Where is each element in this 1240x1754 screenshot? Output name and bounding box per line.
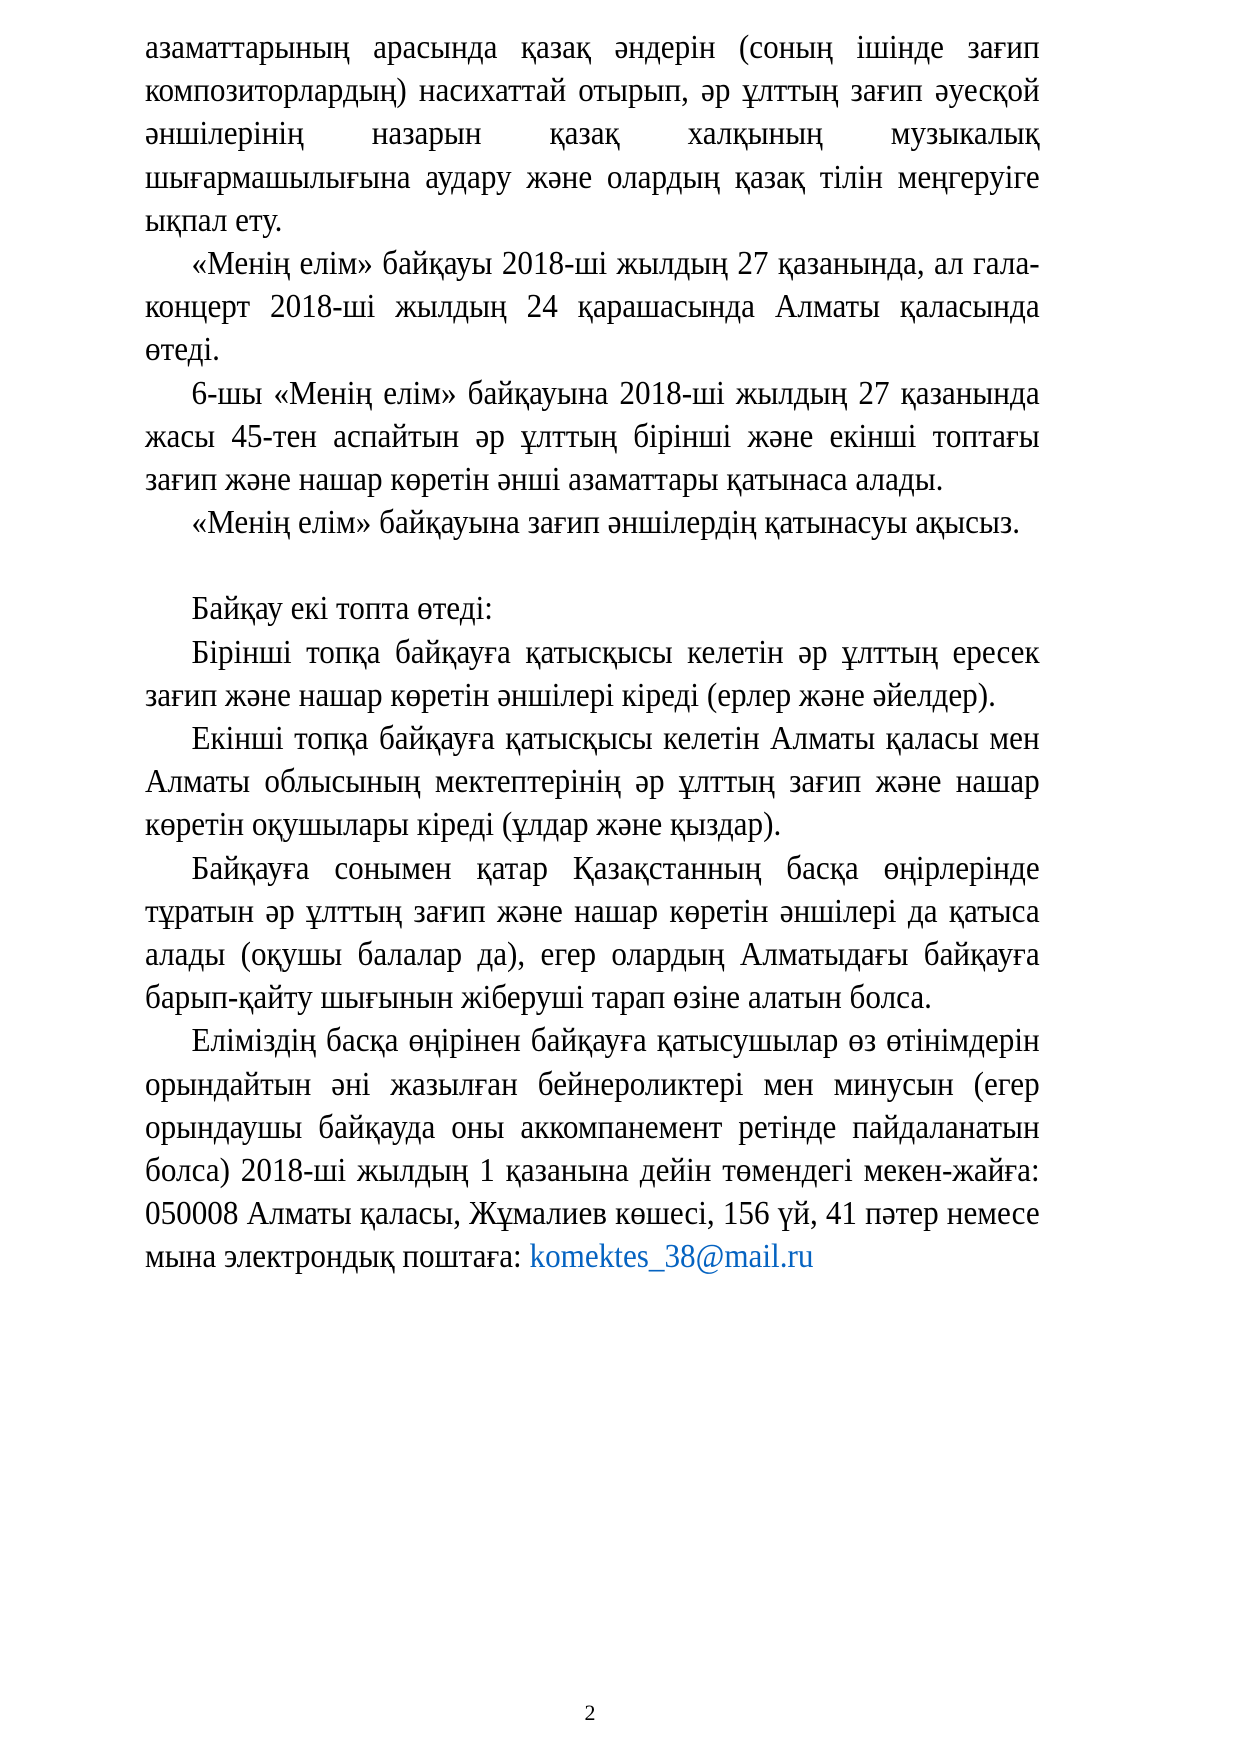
paragraph-9 bbox=[145, 1019, 1040, 1278]
document-page bbox=[145, 26, 1040, 1279]
paragraph-3: 6-шы «Менің елім» байқауына 2018-ші жылдың 27 қазанында жасы 45-тен аспайтын әр ұлттың бірінші және екінші топтағы зағип және нашар көретін әнші азаматтары қатынаса алады. bbox=[145, 374, 1040, 499]
blank-line bbox=[145, 544, 1040, 587]
paragraph-9-text: Еліміздің басқа өңірінен байқауға қатысушылар өз өтінімдерін орындайтын әні жазылған бейнероликтері мен минусын (егер орындаушы байқауда оны аккомпанемент ретінде пайдаланатын болса) 2018-ші жылдың 1 қазанына дейін төмендегі мекен-жайға: 050008 Алматы қаласы, Жұмалиев көшесі, 156 үй, 41 пәтер немесе мына электрондық поштаға: bbox=[145, 1022, 1040, 1276]
paragraph-7: Екінші топқа байқауға қатысқысы келетін Алматы қаласы мен Алматы облысының мектептерінің әр ұлттың зағип және нашар көретін оқушылары кіреді (ұлдар және қыздар). bbox=[145, 720, 1040, 844]
paragraph-8: Байқауға сонымен қатар Қазақстанның басқа өңірлерінде тұратын әр ұлттың зағип және нашар көретін әншілері да қатыса алады (оқушы балалар да), егер олардың Алматыдағы байқауға барып-қайту шығынын жіберуші тарап өзіне алатын болса. bbox=[145, 849, 1040, 1017]
paragraph-6: Бірінші топқа байқауға қатысқысы келетін әр ұлттың ересек зағип және нашар көретін әншілері кіреді (ерлер және әйелдер). bbox=[145, 633, 1040, 714]
paragraph-5: Байқау екі топта өтеді: bbox=[191, 590, 493, 628]
paragraph-1: азаматтарының арасында қазақ әндерін (соның ішінде зағип композиторлардың) насихаттай отырып, әр ұлттың зағип әуесқой әншілерінің назарын қазақ халқының музыкалық шығармашылығына аудару және олардың қазақ тілін меңгеруіге ықпал ету. bbox=[145, 29, 1040, 239]
paragraph-2: «Менің елім» байқауы 2018-ші жылдың 27 қазанында, ал гала-концерт 2018-ші жылдың 24 қарашасында Алматы қаласында өтеді. bbox=[145, 245, 1040, 369]
page-number: 2 bbox=[584, 1700, 596, 1725]
email-link[interactable]: komektes_38@mail.ru bbox=[529, 1238, 814, 1276]
paragraph-4: «Менің елім» байқауына зағип әншілердің қатынасуы ақысыз. bbox=[191, 504, 1021, 542]
